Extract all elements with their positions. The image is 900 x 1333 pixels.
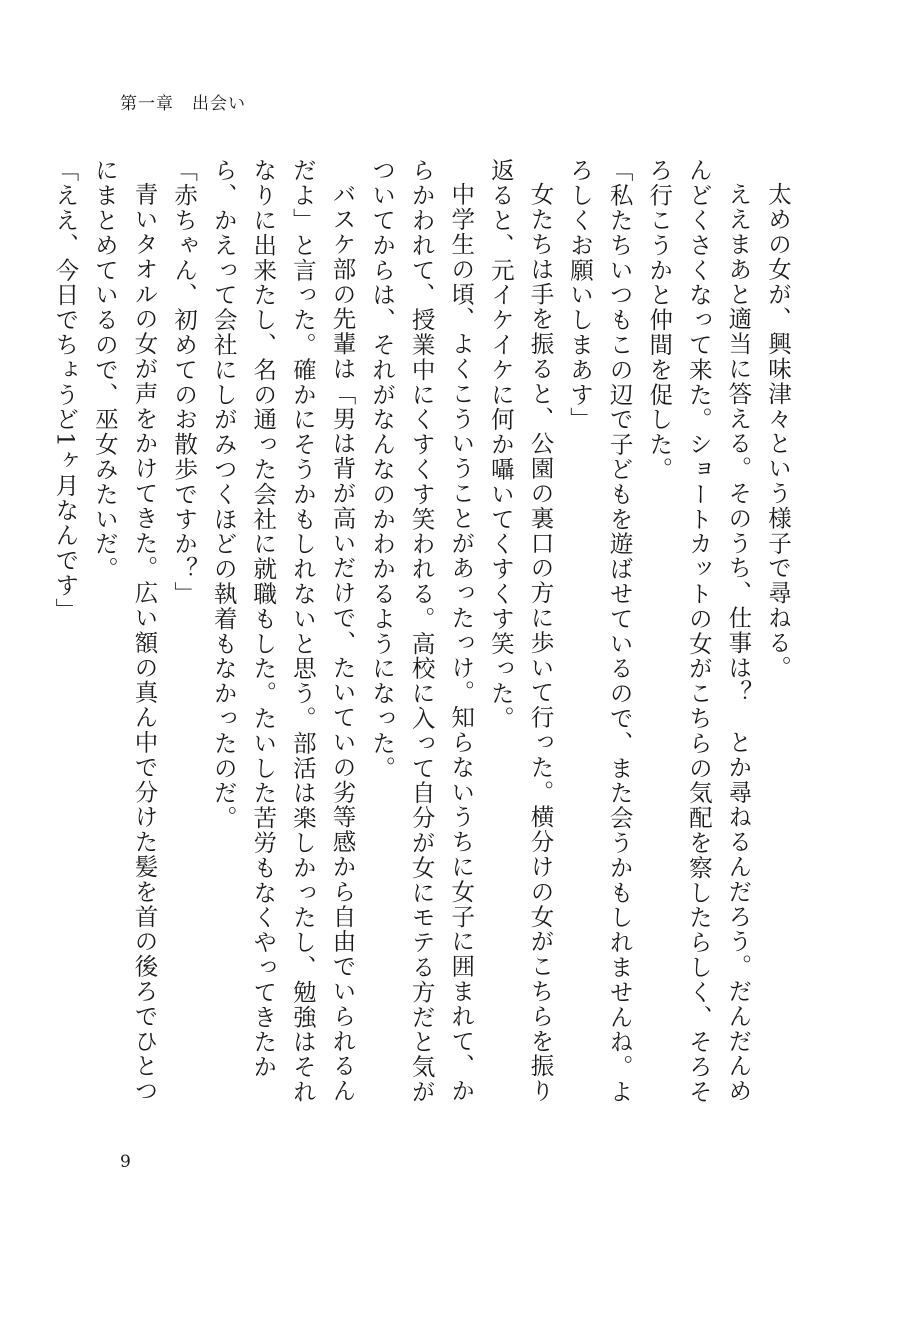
paragraph: 太めの女が、興味津々という様子で尋ねる。: [764, 181, 792, 680]
paragraph: 女たちは手を振ると、公園の裏口の方に歩いて行った。横分けの女がこちらを振り返ると、元イケイケに何か囁いてくすくす笑った。: [486, 158, 555, 1103]
paragraph: 中学生の頃、よくこういうことがあったっけ。知らないうちに女子に囲まれて、からかわれて、授業中にくすくす笑われる。高校に入って自分が女にモテる方だと気がついてからは、それがなんなのかわかるようになった。: [368, 158, 476, 1105]
page-number: 9: [120, 1152, 131, 1172]
paragraph: ええまあと適当に答える。そのうち、仕事は？ とか尋ねるんだろう。だんだんめんどくさくなって来た。ショートカットの女がこちらの気配を察したらしく、そろそろ行こうかと仲間を促した。: [645, 158, 753, 1105]
dialogue-line: 「赤ちゃん、初めてのお散歩ですか？」: [170, 158, 199, 607]
dialogue-line: 「ええ、今日でちょうど1ヶ月なんです」: [51, 158, 80, 623]
running-head-chapter-title: 第一章 出会い: [120, 94, 246, 114]
paragraph: バスケ部の先輩は「男は背が高いだけで、たいていの劣等感から自由でいられるんだよ」と言った。確かにそうかもしれないと思う。部活は楽しかったし、勉強はそれなりに出来たし、名の通った会社に就職もした。たいした苦労もなくやってきたから、かえって会社にしがみつくほどの執着もなかったのだ。: [209, 158, 357, 1105]
dialogue-line: 「私たちいつもこの辺で子どもを遊ばせているので、また会うかもしれませんね。よろしくお願いしまあす」: [566, 158, 634, 1105]
paragraph: 青いタオルの女が声をかけてきた。広い額の真ん中で分けた髪を首の後ろでひとつにまとめているので、巫女みたいだ。: [90, 158, 159, 1103]
vertical-body-text: [51, 158, 797, 1118]
